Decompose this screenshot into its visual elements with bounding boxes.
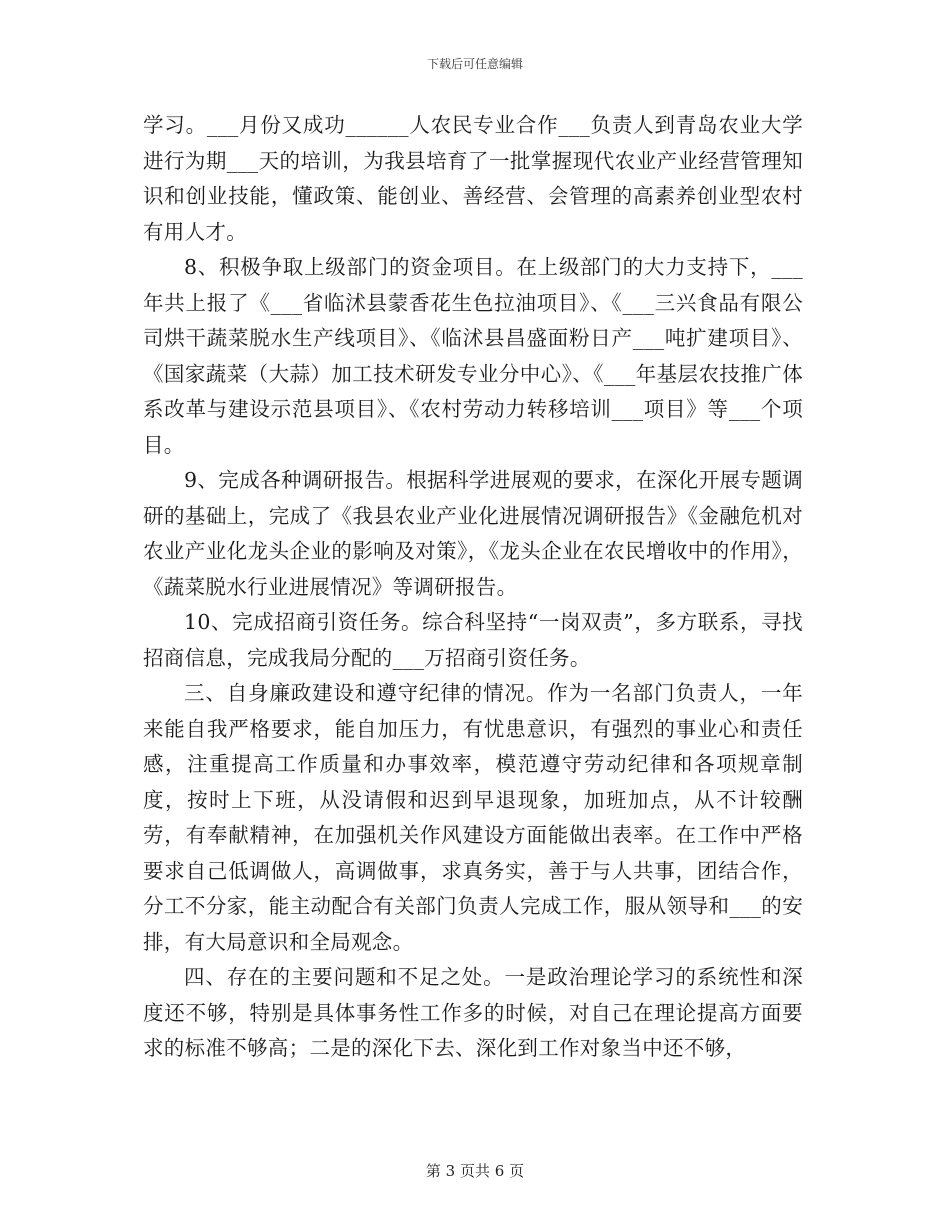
paragraph-section-3: 三、自身廉政建设和遵守纪律的情况。作为一名部门负责人，一年来能自我严格要求，能自加压力，有忧患意识，有强烈的事业心和责任感，注重提高工作质量和办事效率，模范遵守劳动纪律和各项规章制度，按时上下班，从没请假和迟到早退现象，加班加点，从不计较酬劳，有奉献精神，在加强机关作风建设方面能做出表率。在工作中严格要求自己低调做人，高调做事，求真务实，善于与人共事，团结合作，分工不分家，能主动配合有关部门负责人完成工作，服从领导和___的安排，有大局意识和全局观念。	[143, 681, 803, 954]
document-body	[143, 108, 803, 1067]
page-number: 第 3 页共 6 页	[425, 1162, 525, 1180]
paragraph-item-8: 8、积极争取上级部门的资金项目。在上级部门的大力支持下，___年共上报了《___省临沭县蒙香花生色拉油项目》、《___三兴食品有限公司烘干蔬菜脱水生产线项目》、《临沭县昌盛面粉日产___吨扩建项目》、《国家蔬菜（大蒜）加工技术研发专业分中心》、《___年基层农技推广体系改革与建设示范县项目》、《农村劳动力转移培训___项目》等___个项目。	[143, 255, 803, 457]
paragraph-section-4: 四、存在的主要问题和不足之处。一是政治理论学习的系统性和深度还不够，特别是具体事务性工作多的时候，对自己在理论提高方面要求的标准不够高；二是的深化下去、深化到工作对象当中还不够，	[143, 965, 803, 1060]
paragraph-item-9: 9、完成各种调研报告。根据科学进展观的要求，在深化开展专题调研的基础上，完成了《我县农业产业化进展情况调研报告》《金融危机对农业产业化龙头企业的影响及对策》，《龙头企业在农民增收中的作用》，《蔬菜脱水行业进展情况》等调研报告。	[143, 468, 803, 599]
paragraph-item-10: 10、完成招商引资任务。综合科坚持“一岗双责”，多方联系，寻找招商信息，完成我局分配的___万招商引资任务。	[143, 610, 803, 670]
page-header: 下载后可任意编辑	[426, 57, 523, 71]
paragraph-continuation: 学习。___月份又成功______人农民专业合作___负责人到青岛农业大学进行为期___天的培训，为我县培育了一批掌握现代农业产业经营管理知识和创业技能，懂政策、能创业、善经营、会管理的高素养创业型农村有用人才。	[143, 113, 803, 244]
